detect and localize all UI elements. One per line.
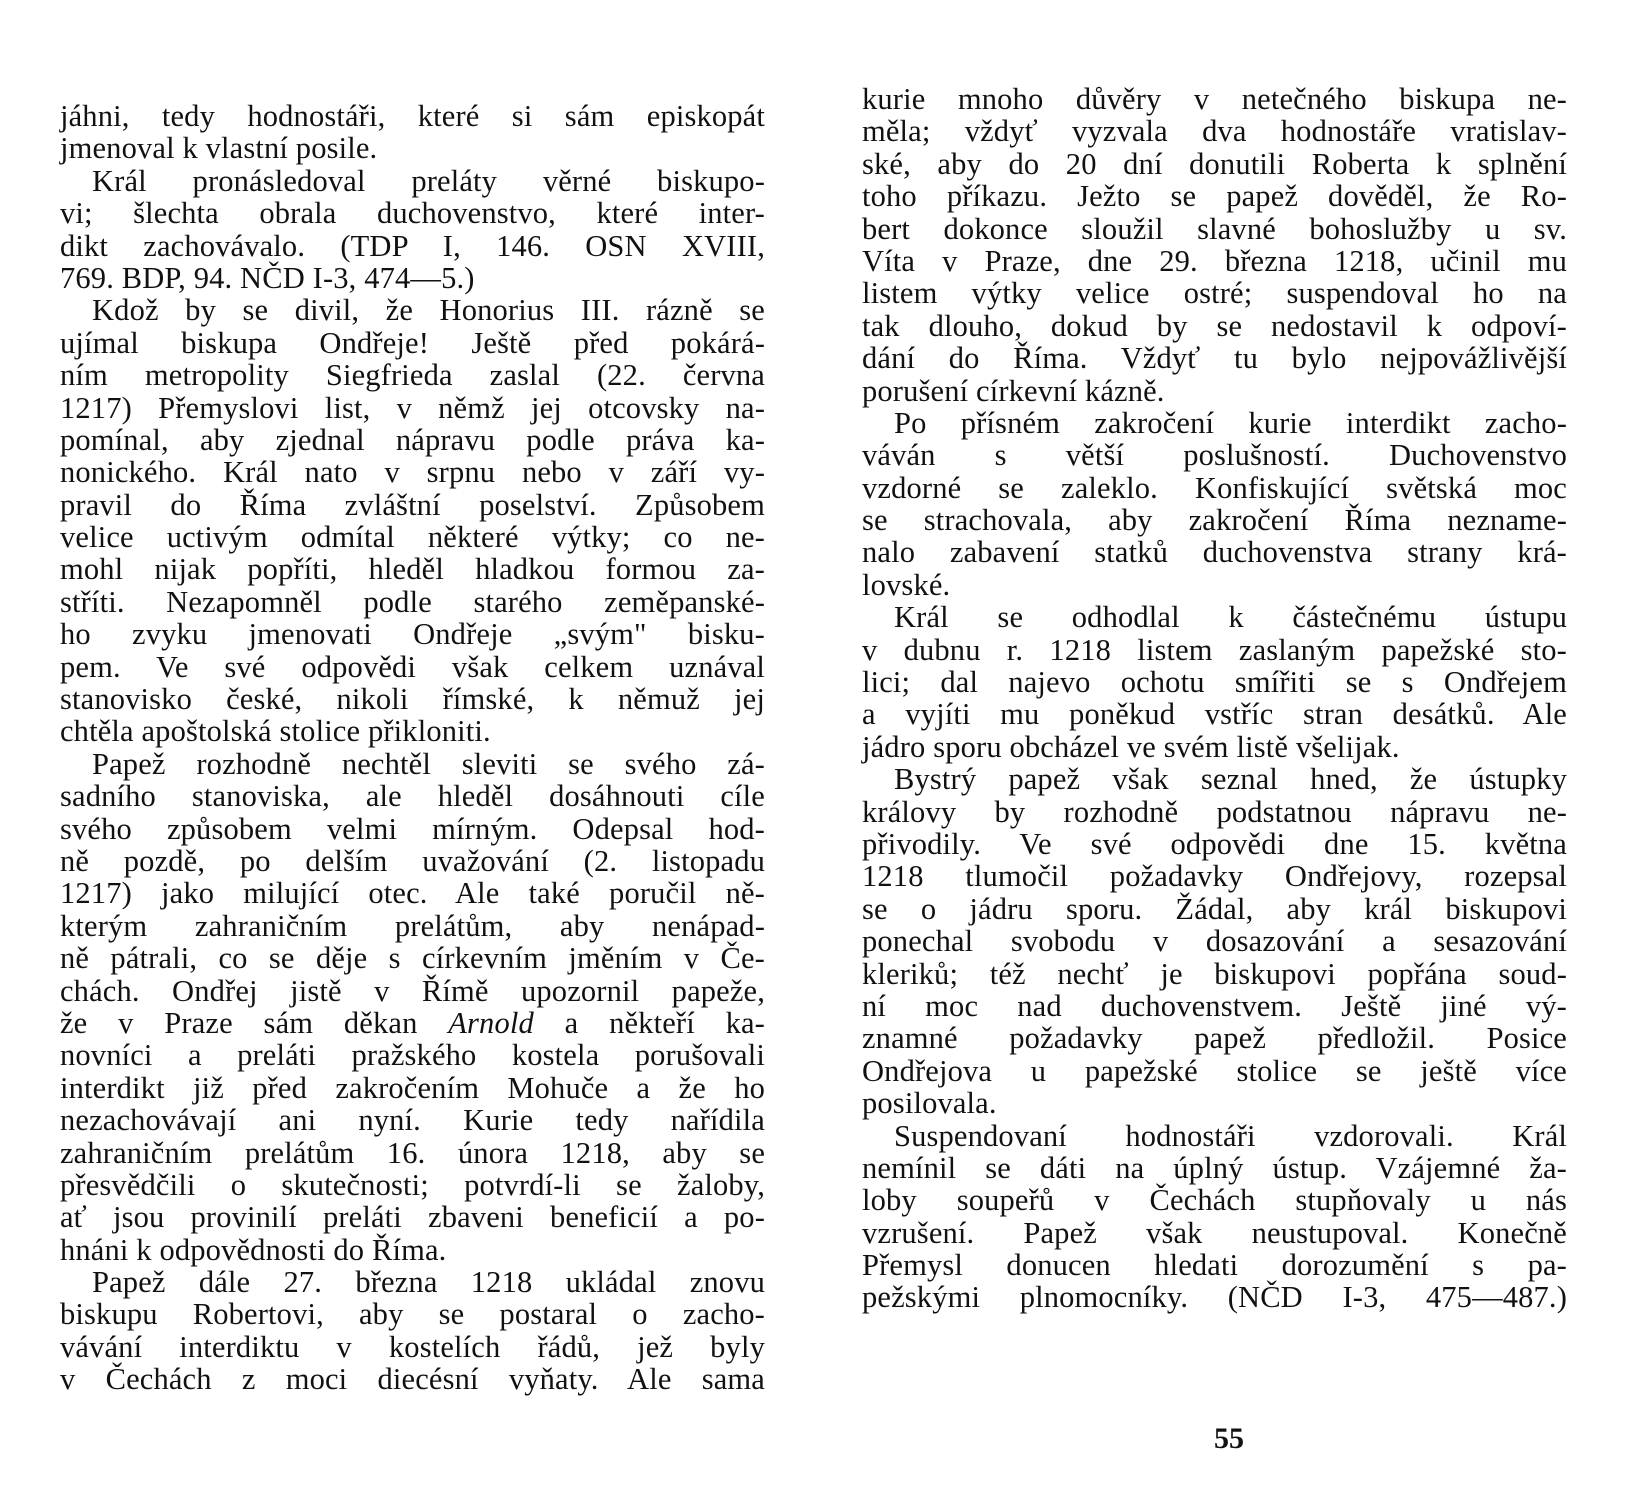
paragraph [60, 100, 765, 165]
text-line: novníci a preláti pražského kostela porušovali [60, 1038, 765, 1073]
text-line: zahraničním prelátům 16. února 1218, aby se [60, 1135, 765, 1170]
text-line: měla; vždyť vyzvala dva hodnostáře vratislav- [862, 114, 1567, 149]
left-text-column [60, 100, 765, 1396]
text-line: toho příkazu. Ježto se papež dověděl, že Ro- [862, 179, 1567, 214]
text-line: Král pronásledoval preláty věrné biskupo- [92, 163, 765, 198]
text-line: bert dokonce sloužil slavné bohoslužby u sv. [862, 211, 1567, 246]
text-line: v dubnu r. 1218 listem zaslaným papežské sto- [862, 632, 1567, 667]
page-number: 55 [1214, 1422, 1244, 1455]
paragraph [862, 83, 1567, 407]
text-line: stříti. Nezapomněl podle starého zeměpanské- [60, 584, 765, 619]
right-text-column [862, 83, 1567, 1314]
text-line: Kdož by se divil, že Honorius III. rázně se [92, 293, 765, 328]
text-line: dání do Říma. Vždyť tu bylo nejpovážlivější [862, 341, 1567, 376]
text-line: a vyjíti mu poněkud vstříc stran desátků. Ale [862, 697, 1567, 732]
text-line: nezachovávají ani nyní. Kurie tedy nařídila [60, 1103, 765, 1138]
text-line: sadního stanoviska, ale hleděl dosáhnouti cíle [60, 779, 765, 814]
text-line: vzdorné se zaleklo. Konfiskující světská moc [862, 470, 1567, 505]
text-line: v Čechách z moci diecésní vyňaty. Ale sama [60, 1362, 765, 1397]
text-line: jmenoval k vlastní posile. [60, 131, 378, 166]
text-line: se strachovala, aby zakročení Říma neznamе- [862, 503, 1567, 538]
text-line: Víta v Praze, dne 29. března 1218, učinil mu [862, 243, 1567, 278]
text-line: královy by rozhodně podstatnou nápravu ne- [862, 794, 1567, 829]
text-line: chtěla apoštolská stolice přikloniti. [60, 714, 491, 749]
text-line: pomínal, aby zjednal nápravu podle práva ka- [60, 422, 765, 457]
text-line: kleriků; též nechť je biskupovi popřána soud- [862, 956, 1567, 991]
text-line: Bystrý papež však seznal hned, že ústupky [894, 762, 1567, 797]
text-line: lici; dal najevo ochotu smířiti se s Ondřejem [862, 665, 1567, 700]
text-line: že v Praze sám děkan Arnold a někteří ka- [60, 1005, 765, 1040]
paragraph [60, 294, 765, 747]
paragraph [862, 601, 1567, 763]
text-line: loby soupeřů v Čechách stupňovaly u nás [862, 1183, 1567, 1218]
text-line: ním metropolity Siegfrieda zaslal (22. června [60, 358, 765, 393]
text-line: tak dlouho, dokud by se nedostavil k odpoví- [862, 308, 1567, 343]
text-line: ně pátrali, co se děje s církevním jměním v Če- [60, 941, 765, 976]
text-line: hnáni k odpovědnosti do Říma. [60, 1232, 447, 1267]
text-line: kterým zahraničním prelátům, aby nenápad- [60, 908, 765, 943]
text-line: ně pozdě, po delším uvažování (2. listopadu [60, 843, 765, 878]
text-line: posilovala. [862, 1086, 997, 1121]
text-line: listem výtky velice ostré; suspendoval ho na [862, 276, 1567, 311]
text-line: vi; šlechta obrala duchovenstvo, které inter- [60, 196, 765, 231]
text-line: ho zvyku jmenovati Ondřeje „svým" bisku- [60, 617, 765, 652]
text-line: jáhni, tedy hodnostáři, které si sám episkopát [60, 99, 765, 133]
text-line: Král se odhodlal k částečnému ústupu [894, 600, 1567, 635]
text-line: Ondřejova u papežské stolice se ještě více [862, 1053, 1567, 1088]
text-line: váván s větší poslušností. Duchovenstvo [862, 438, 1567, 473]
text-line: ať jsou provinilí preláti zbaveni beneficií a po- [60, 1200, 765, 1235]
text-line: Suspendovaní hodnostáři vzdorovali. Král [894, 1118, 1567, 1153]
text-line: přesvědčili o skutečnosti; potvrdí-li se žaloby, [60, 1167, 765, 1202]
text-line: nonického. Král nato v srpnu nebo v září vy- [60, 455, 765, 490]
text-line: mohl nijak popříti, hleděl hladkou formou za- [60, 552, 765, 587]
text-line: chách. Ondřej jistě v Římě upozornil papeže, [60, 973, 765, 1008]
text-line: biskupu Robertovi, aby se postaral o zacho- [60, 1297, 765, 1332]
text-line: nemínil se dáti na úplný ústup. Vzájemné ža- [862, 1150, 1567, 1185]
paragraph [60, 165, 765, 295]
text-line: ponechal svobodu v dosazování a sesazování [862, 924, 1567, 959]
text-line: porušení církevní kázně. [862, 373, 1165, 408]
text-line: znamné požadavky papež předložil. Posice [862, 1021, 1567, 1056]
text-line: Po přísném zakročení kurie interdikt zacho- [894, 405, 1567, 440]
paragraph [862, 763, 1567, 1119]
text-line: vzrušení. Papež však neustupoval. Konečně [862, 1215, 1567, 1250]
paragraph [60, 1266, 765, 1396]
text-line: ujímal biskupa Ondřeje! Ještě před pokárá- [60, 325, 765, 360]
text-line: interdikt již před zakročením Mohuče a že ho [60, 1070, 765, 1105]
text-line: 1217) Přemyslovi list, v němž jej otcovsky na- [60, 390, 765, 425]
text-line: kurie mnoho důvěry v netečného biskupa ne- [862, 82, 1567, 116]
text-line: jádro sporu obcházel ve svém listě všelijak. [862, 729, 1400, 764]
text-line: velice uctivým odmítal některé výtky; co ne- [60, 520, 765, 555]
text-line: 769. BDP, 94. NČD I-3, 474—5.) [60, 260, 475, 295]
text-line: stanovisko české, nikoli římské, k němuž jej [60, 682, 765, 717]
text-line: Papež dále 27. března 1218 ukládal znovu [92, 1265, 765, 1300]
text-line: pravil do Říma zvláštní poselství. Způsobem [60, 487, 765, 522]
text-line: 1217) jako milující otec. Ale také poručil ně- [60, 876, 765, 911]
text-line: dikt zachovávalo. (TDP I, 146. OSN XVIII, [60, 228, 765, 263]
text-line: svého způsobem velmi mírným. Odepsal hod- [60, 811, 765, 846]
text-line: Papež rozhodně nechtěl sleviti se svého zá- [92, 746, 765, 781]
text-line: lovské. [862, 567, 951, 602]
text-line: pežskými plnomocníky. (NČD I-3, 475—487.) [862, 1280, 1567, 1315]
text-line: ní moc nad duchovenstvem. Ještě jiné vý- [862, 988, 1567, 1023]
right-page [826, 0, 1652, 1500]
text-line: vávání interdiktu v kostelích řádů, jež byly [60, 1329, 765, 1364]
paragraph [60, 748, 765, 1266]
text-line: přivodily. Ve své odpovědi dne 15. května [862, 826, 1567, 861]
text-line: se o jádru sporu. Žádal, aby král biskupovi [862, 891, 1567, 926]
text-line: Přemysl donucen hledati dorozumění s pa- [862, 1248, 1567, 1283]
paragraph [862, 1120, 1567, 1314]
paragraph [862, 407, 1567, 601]
text-line: 1218 tlumočil požadavky Ondřejovy, rozepsal [862, 859, 1567, 894]
text-line: ské, aby do 20 dní donutili Roberta k splnění [862, 146, 1567, 181]
text-line: pem. Ve své odpovědi však celkem uznával [60, 649, 765, 684]
text-line: nalo zabavení statků duchovenstva strany krá- [862, 535, 1567, 570]
